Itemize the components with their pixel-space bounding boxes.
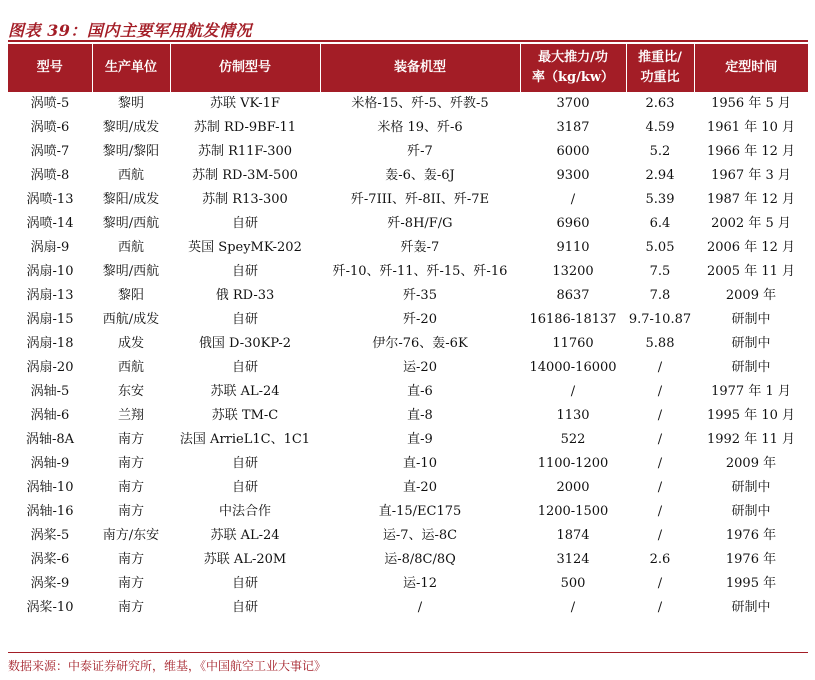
table-row: [8, 116, 808, 140]
table-cell-thrust-weight-ratio: /: [657, 600, 663, 615]
table-cell-equipped-aircraft: 轰-6、轰-6J: [385, 168, 455, 183]
table-cell-finalized-date: 研制中: [731, 360, 771, 375]
table-cell-max-thrust: 16186-18137: [529, 312, 617, 327]
table-cell-model: 涡喷-14: [26, 216, 74, 231]
table-cell-thrust-weight-ratio: /: [657, 384, 663, 399]
table-cell-thrust-weight-ratio: 2.63: [645, 96, 675, 111]
table-cell-model: 涡桨-6: [30, 552, 70, 567]
table-cell-manufacturer: 黎阳: [117, 288, 144, 303]
table-cell-max-thrust: 1100-1200: [537, 456, 609, 471]
column-header-max-thrust: [520, 44, 626, 92]
table-cell-thrust-weight-ratio: /: [657, 576, 663, 591]
table-cell-finalized-date: 2009 年: [725, 456, 777, 471]
table-row: [8, 572, 808, 596]
table-cell-manufacturer: 西航/成发: [102, 312, 160, 327]
table-cell-imitated-model: 中法合作: [218, 504, 271, 519]
table-cell-equipped-aircraft: /: [417, 600, 423, 615]
table-cell-equipped-aircraft: 运-20: [403, 360, 437, 375]
table-cell-max-thrust: 8637: [556, 288, 590, 303]
table-cell-thrust-weight-ratio: /: [657, 504, 663, 519]
table-cell-thrust-weight-ratio: 2.6: [649, 552, 671, 567]
table-cell-manufacturer: 南方: [117, 456, 144, 471]
table-cell-max-thrust: 3700: [556, 96, 590, 111]
column-header-line: 仿制型号: [218, 60, 271, 75]
table-cell-finalized-date: 1967 年 3 月: [711, 168, 791, 183]
table-cell-max-thrust: 14000-16000: [529, 360, 617, 375]
column-header-line: 定型时间: [725, 60, 778, 75]
column-header-line: 功重比: [640, 70, 680, 85]
table-cell-finalized-date: 1966 年 12 月: [706, 144, 796, 159]
table-cell-model: 涡桨-5: [30, 528, 70, 543]
table-cell-manufacturer: 西航: [117, 168, 144, 183]
table-cell-manufacturer: 黎明/西航: [102, 264, 160, 279]
table-cell-imitated-model: 自研: [231, 264, 258, 279]
table-cell-imitated-model: 自研: [231, 312, 258, 327]
table-row: [8, 332, 808, 356]
table-cell-equipped-aircraft: 运-7、运-8C: [382, 528, 458, 543]
table-cell-equipped-aircraft: 直-10: [403, 456, 437, 471]
table-cell-finalized-date: 研制中: [731, 480, 771, 495]
table-cell-imitated-model: 苏联 TM-C: [211, 408, 279, 423]
table-cell-imitated-model: 苏联 VK-1F: [210, 96, 280, 111]
table-cell-max-thrust: 6000: [556, 144, 590, 159]
table-cell-max-thrust: /: [570, 600, 576, 615]
table-cell-finalized-date: 研制中: [731, 504, 771, 519]
table-cell-model: 涡扇-18: [26, 336, 74, 351]
table-cell-manufacturer: 南方: [117, 576, 144, 591]
table-cell-model: 涡轴-10: [26, 480, 74, 495]
table-cell-equipped-aircraft: 歼-7: [407, 144, 433, 159]
column-header-line: 率（kg/kw）: [531, 70, 615, 85]
table-cell-finalized-date: 1992 年 11 月: [706, 432, 796, 447]
table-cell-max-thrust: 1200-1500: [537, 504, 609, 519]
table-cell-imitated-model: 苏联 AL-20M: [203, 552, 287, 567]
table-cell-equipped-aircraft: 直-8: [407, 408, 433, 423]
table-row: [8, 500, 808, 524]
table-cell-equipped-aircraft: 歼-10、歼-11、歼-15、歼-16: [332, 264, 508, 279]
table-cell-equipped-aircraft: 歼轰-7: [400, 240, 440, 255]
column-header-finalized-date: [694, 44, 808, 92]
table-cell-imitated-model: 法国 ArrieL1C、1C1: [179, 432, 311, 447]
table-cell-model: 涡扇-13: [26, 288, 74, 303]
table-cell-thrust-weight-ratio: 4.59: [645, 120, 675, 135]
table-cell-equipped-aircraft: 运-8/8C/8Q: [384, 552, 456, 567]
table-cell-thrust-weight-ratio: 6.4: [649, 216, 671, 231]
table-cell-manufacturer: 兰翔: [117, 408, 144, 423]
table-cell-max-thrust: /: [570, 384, 576, 399]
table-cell-max-thrust: 13200: [552, 264, 594, 279]
table-cell-manufacturer: 南方: [117, 600, 144, 615]
table-cell-thrust-weight-ratio: 5.2: [649, 144, 671, 159]
table-cell-model: 涡桨-9: [30, 576, 70, 591]
column-header-imitated-model: [170, 44, 320, 92]
figure-title: 图表 39：国内主要军用航发情况: [8, 21, 252, 40]
table-cell-finalized-date: 1976 年: [725, 552, 777, 567]
column-header-manufacturer: [92, 44, 170, 92]
table-cell-finalized-date: 1961 年 10 月: [706, 120, 796, 135]
table-cell-max-thrust: 9110: [556, 240, 590, 255]
table-cell-finalized-date: 1976 年: [725, 528, 777, 543]
table-cell-thrust-weight-ratio: 2.94: [645, 168, 675, 183]
table-cell-equipped-aircraft: 直-20: [403, 480, 437, 495]
table-cell-thrust-weight-ratio: /: [657, 360, 663, 375]
column-header-model: [8, 44, 92, 92]
table-cell-max-thrust: 1130: [556, 408, 590, 423]
table-cell-manufacturer: 东安: [117, 384, 144, 399]
table-cell-model: 涡桨-10: [26, 600, 74, 615]
table-row: [8, 356, 808, 380]
table-cell-max-thrust: 3124: [556, 552, 590, 567]
table-row: [8, 140, 808, 164]
table-cell-model: 涡轴-6: [30, 408, 70, 423]
table-cell-finalized-date: 2005 年 11 月: [706, 264, 796, 279]
table-cell-finalized-date: 1995 年 10 月: [706, 408, 796, 423]
table-cell-model: 涡喷-6: [30, 120, 70, 135]
table-cell-manufacturer: 黎明/西航: [102, 216, 160, 231]
table-row: [8, 188, 808, 212]
table-cell-thrust-weight-ratio: /: [657, 432, 663, 447]
table-cell-finalized-date: 2002 年 5 月: [711, 216, 791, 231]
table-row: [8, 428, 808, 452]
table-row: [8, 404, 808, 428]
table-cell-equipped-aircraft: 歼-35: [403, 288, 437, 303]
table-cell-max-thrust: 6960: [556, 216, 590, 231]
table-cell-manufacturer: 成发: [117, 336, 144, 351]
table-cell-model: 涡轴-8A: [25, 432, 75, 447]
table-cell-finalized-date: 1995 年: [725, 576, 777, 591]
table-cell-model: 涡喷-8: [30, 168, 70, 183]
table-cell-thrust-weight-ratio: /: [657, 480, 663, 495]
table-cell-equipped-aircraft: 歼-20: [403, 312, 437, 327]
table-cell-thrust-weight-ratio: 9.7-10.87: [628, 312, 692, 327]
table-row: [8, 260, 808, 284]
table-cell-imitated-model: 英国 SpeyMK-202: [188, 240, 302, 255]
table-cell-imitated-model: 自研: [231, 456, 258, 471]
table-cell-equipped-aircraft: 歼-8H/F/G: [387, 216, 453, 231]
table-row: [8, 212, 808, 236]
table-cell-model: 涡轴-16: [26, 504, 74, 519]
table-row: [8, 92, 808, 116]
table-cell-thrust-weight-ratio: 5.39: [645, 192, 675, 207]
table-cell-imitated-model: 俄国 D-30KP-2: [198, 336, 292, 351]
table-cell-model: 涡扇-10: [26, 264, 74, 279]
table-cell-max-thrust: /: [570, 192, 576, 207]
table-cell-finalized-date: 1977 年 1 月: [711, 384, 791, 399]
table-cell-finalized-date: 研制中: [731, 336, 771, 351]
table-cell-imitated-model: 苏制 R13-300: [202, 192, 288, 207]
table-cell-manufacturer: 黎明/黎阳: [102, 144, 160, 159]
table-cell-equipped-aircraft: 米格-15、歼-5、歼教-5: [351, 96, 489, 111]
table-row: [8, 524, 808, 548]
table-row: [8, 164, 808, 188]
table-cell-manufacturer: 南方: [117, 432, 144, 447]
table-cell-imitated-model: 自研: [231, 600, 258, 615]
table-cell-finalized-date: 1956 年 5 月: [711, 96, 791, 111]
table-cell-imitated-model: 苏联 AL-24: [210, 384, 280, 399]
table-cell-max-thrust: 9300: [556, 168, 590, 183]
column-header-line: 最大推力/功: [538, 50, 608, 65]
table-cell-model: 涡扇-15: [26, 312, 74, 327]
table-cell-thrust-weight-ratio: 7.5: [649, 264, 671, 279]
table-cell-thrust-weight-ratio: 5.88: [645, 336, 675, 351]
table-row: [8, 308, 808, 332]
table-cell-manufacturer: 南方: [117, 480, 144, 495]
table-cell-imitated-model: 苏联 AL-24: [210, 528, 280, 543]
table-cell-imitated-model: 自研: [231, 576, 258, 591]
table-cell-thrust-weight-ratio: /: [657, 408, 663, 423]
table-cell-model: 涡喷-5: [30, 96, 70, 111]
table-row: [8, 380, 808, 404]
table-cell-model: 涡喷-13: [26, 192, 74, 207]
engine-table: [8, 44, 808, 620]
table-cell-max-thrust: 11760: [552, 336, 594, 351]
table-cell-finalized-date: 2009 年: [725, 288, 777, 303]
table-cell-manufacturer: 西航: [117, 240, 144, 255]
table-cell-manufacturer: 黎阳/成发: [102, 192, 160, 207]
table-cell-max-thrust: 3187: [556, 120, 590, 135]
table-cell-equipped-aircraft: 米格 19、歼-6: [377, 120, 463, 135]
column-header-line: 装备机型: [393, 60, 446, 75]
table-cell-max-thrust: 522: [560, 432, 586, 447]
table-cell-model: 涡轴-9: [30, 456, 70, 471]
title-divider: [8, 40, 808, 42]
table-cell-manufacturer: 西航: [117, 360, 144, 375]
table-cell-equipped-aircraft: 歼-7III、歼-8II、歼-7E: [350, 192, 490, 207]
column-header-equipped-aircraft: [320, 44, 520, 92]
table-cell-imitated-model: 自研: [231, 216, 258, 231]
table-row: [8, 596, 808, 620]
table-row: [8, 548, 808, 572]
table-cell-thrust-weight-ratio: 7.8: [649, 288, 671, 303]
table-cell-model: 涡喷-7: [30, 144, 70, 159]
table-cell-model: 涡扇-20: [26, 360, 74, 375]
table-cell-manufacturer: 南方/东安: [102, 528, 160, 543]
table-cell-imitated-model: 自研: [231, 480, 258, 495]
table-cell-equipped-aircraft: 伊尔-76、轰-6K: [372, 336, 468, 351]
table-cell-manufacturer: 黎明/成发: [102, 120, 160, 135]
table-row: [8, 476, 808, 500]
table-cell-model: 涡轴-5: [30, 384, 70, 399]
column-header-line: 生产单位: [104, 60, 157, 75]
table-cell-finalized-date: 1987 年 12 月: [706, 192, 796, 207]
table-cell-max-thrust: 1874: [556, 528, 590, 543]
table-cell-max-thrust: 2000: [556, 480, 590, 495]
table-cell-thrust-weight-ratio: /: [657, 456, 663, 471]
table-cell-equipped-aircraft: 直-9: [407, 432, 433, 447]
table-row: [8, 284, 808, 308]
table-cell-thrust-weight-ratio: /: [657, 528, 663, 543]
table-row: [8, 236, 808, 260]
bottom-divider: [8, 652, 808, 653]
table-cell-max-thrust: 500: [560, 576, 586, 591]
table-cell-finalized-date: 研制中: [731, 312, 771, 327]
column-header-line: 型号: [36, 60, 63, 75]
table-cell-thrust-weight-ratio: 5.05: [645, 240, 675, 255]
table-cell-manufacturer: 南方: [117, 504, 144, 519]
table-row: [8, 452, 808, 476]
table-cell-manufacturer: 黎明: [117, 96, 144, 111]
table-cell-equipped-aircraft: 直-15/EC175: [378, 504, 462, 519]
table-cell-imitated-model: 苏制 RD-9BF-11: [193, 120, 297, 135]
table-cell-imitated-model: 自研: [231, 360, 258, 375]
table-cell-equipped-aircraft: 直-6: [407, 384, 433, 399]
table-body: [8, 92, 808, 620]
table-header: [8, 44, 808, 92]
table-cell-finalized-date: 研制中: [731, 600, 771, 615]
table-cell-imitated-model: 苏制 RD-3M-500: [192, 168, 298, 183]
source-note: 数据来源：中泰证券研究所，维基，《中国航空工业大事记》: [8, 659, 327, 673]
table-cell-manufacturer: 南方: [117, 552, 144, 567]
column-header-line: 推重比/: [638, 50, 682, 65]
table-cell-imitated-model: 苏制 R11F-300: [197, 144, 293, 159]
table-cell-finalized-date: 2006 年 12 月: [706, 240, 796, 255]
table-cell-model: 涡扇-9: [30, 240, 70, 255]
table-cell-equipped-aircraft: 运-12: [403, 576, 437, 591]
header-row: [8, 44, 808, 92]
column-header-thrust-weight-ratio: [626, 44, 694, 92]
table-cell-imitated-model: 俄 RD-33: [215, 288, 275, 303]
